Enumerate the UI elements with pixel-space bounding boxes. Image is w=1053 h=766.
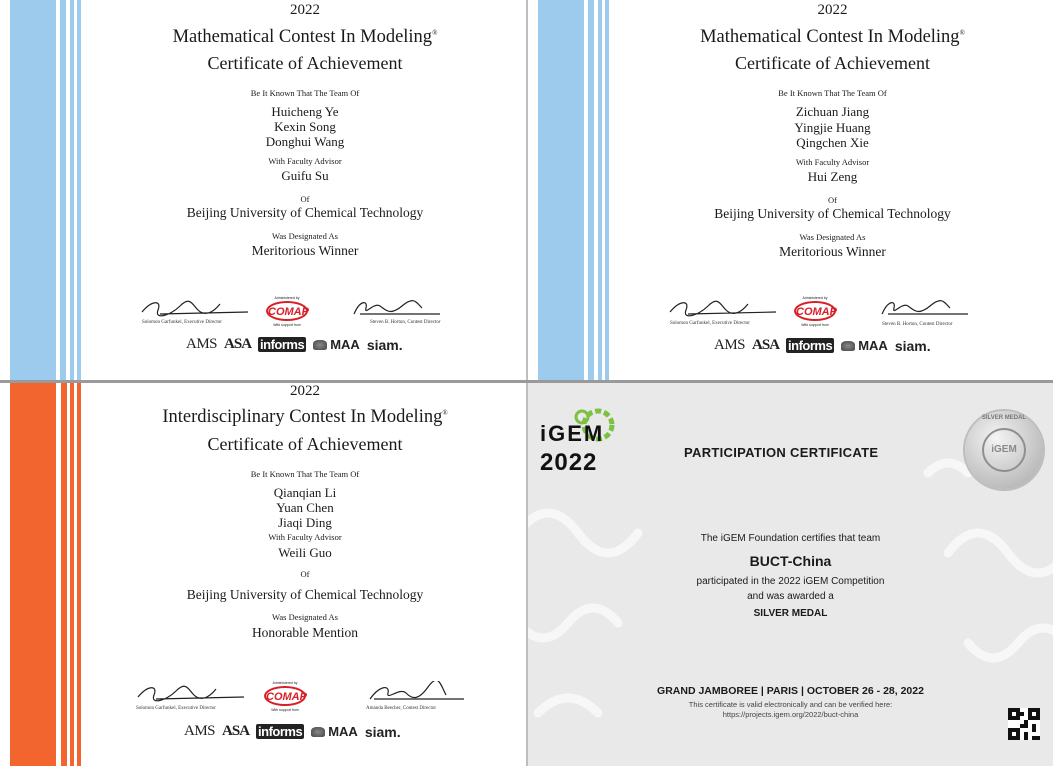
comap-logo: Administered by COMAP With support from (796, 296, 837, 327)
registered-mark: ® (432, 28, 438, 37)
asa-logo: ASA (222, 723, 250, 739)
signature-right-caption: Steven B. Horton, Contest Director (882, 322, 953, 327)
informs-logo: informs (260, 337, 305, 352)
siam-logo: siam. (366, 336, 403, 353)
team-member: Jiaqi Ding (278, 515, 332, 530)
awarded-text: and was awarded a (747, 591, 834, 602)
signature-left (140, 298, 250, 320)
team-member: Huicheng Ye (271, 104, 339, 119)
of-label: Of (300, 194, 310, 204)
siam-logo: siam. (364, 723, 401, 740)
ams-logo: AMS (714, 337, 746, 353)
asa-logo: ASA (752, 337, 780, 353)
validity-note: This certificate is valid electronically and can be verified here: (688, 700, 893, 709)
comap-logo: Administered by COMAP With support from (268, 296, 309, 327)
registered-mark: ® (442, 408, 448, 417)
contest-name: Mathematical Contest In Modeling® (172, 27, 438, 47)
faculty-advisor: Weili Guo (278, 545, 332, 560)
sponsor-logos (184, 723, 401, 740)
registered-mark: ® (959, 28, 965, 37)
university: Beijing University of Chemical Technology (186, 205, 424, 220)
team-member: Yingjie Huang (794, 120, 871, 135)
team-intro: Be It Known That The Team Of (778, 88, 887, 98)
certificate-title: Certificate of Achievement (207, 53, 403, 73)
certificate-year: 2022 (290, 2, 320, 18)
designated-label: Was Designated As (272, 231, 338, 241)
signature-right (366, 681, 466, 705)
certificate-title: Certificate of Achievement (735, 53, 930, 73)
signature-right (350, 298, 442, 320)
icm-certificate (0, 383, 526, 766)
silver-medal-badge: SILVER MEDAL iGEM (965, 411, 1043, 489)
award-title: Meritorious Winner (251, 243, 359, 258)
orange-stripes (0, 383, 84, 766)
certificate-title: Certificate of Achievement (207, 434, 403, 454)
award-title: Meritorious Winner (779, 244, 886, 259)
mcm-certificate-2 (528, 0, 1053, 380)
team-member: Qianqian Li (273, 485, 337, 500)
signature-right (878, 298, 970, 320)
contest-name: Mathematical Contest In Modeling® (700, 27, 965, 47)
blue-stripes (528, 0, 612, 380)
award-level: SILVER MEDAL (753, 608, 828, 619)
signature-left-caption: Solomon Garfunkel, Executive Director (670, 321, 750, 326)
verification-url[interactable]: https://projects.igem.org/2022/buct-china (722, 710, 859, 719)
maa-logo: MAA (311, 724, 358, 739)
signature-left (668, 298, 778, 320)
certifies-text: The iGEM Foundation certifies that team (700, 533, 881, 544)
informs-logo: informs (788, 338, 833, 353)
comap-logo: Administered by COMAP With support from (266, 681, 307, 712)
certificate-year: 2022 (290, 383, 320, 399)
signature-right-caption: Amanda Beecher, Contest Director (366, 706, 437, 711)
university: Beijing University of Chemical Technology (186, 587, 424, 602)
certificate-heading: PARTICIPATION CERTIFICATE (684, 445, 879, 460)
sponsor-logos (714, 337, 931, 354)
signature-left-caption: Solomon Garfunkel, Executive Director (142, 320, 222, 325)
faculty-advisor: Guifu Su (281, 168, 329, 183)
signature-left (136, 683, 246, 705)
team-intro: Be It Known That The Team Of (250, 469, 360, 479)
ams-logo: AMS (184, 723, 216, 739)
team-name: BUCT-China (749, 553, 832, 569)
participation-text: participated in the 2022 iGEM Competition (696, 576, 885, 587)
designated-label: Was Designated As (799, 232, 866, 242)
ams-logo: AMS (186, 336, 218, 352)
faculty-advisor: Hui Zeng (807, 169, 858, 184)
advisor-label: With Faculty Advisor (795, 157, 870, 167)
university: Beijing University of Chemical Technology (714, 206, 951, 221)
advisor-label: With Faculty Advisor (268, 532, 342, 542)
designated-label: Was Designated As (272, 612, 338, 622)
contest-name: Interdisciplinary Contest In Modeling® (162, 407, 448, 427)
certificate-year: 2022 (817, 2, 848, 18)
team-member: Kexin Song (274, 119, 336, 134)
award-title: Honorable Mention (251, 625, 359, 640)
team-member: Yuan Chen (276, 500, 334, 515)
signature-right-caption: Steven B. Horton, Contest Director (370, 320, 441, 325)
signature-left-caption: Solomon Garfunkel, Executive Director (136, 706, 216, 711)
team-member: Qingchen Xie (796, 135, 869, 150)
team-intro: Be It Known That The Team Of (250, 88, 360, 98)
event-details: GRAND JAMBOREE | PARIS | OCTOBER 26 - 28, 2022 (657, 685, 924, 697)
of-label: Of (828, 195, 837, 205)
maa-logo: MAA (313, 337, 360, 352)
asa-logo: ASA (224, 336, 252, 352)
advisor-label: With Faculty Advisor (268, 156, 342, 166)
sponsor-logos (186, 336, 403, 353)
blue-stripes (0, 0, 84, 380)
team-member: Donghui Wang (265, 134, 345, 149)
qr-code-icon[interactable] (1008, 708, 1040, 740)
of-label: Of (300, 569, 310, 579)
team-member: Zichuan Jiang (795, 104, 870, 119)
informs-logo: informs (258, 724, 303, 739)
igem-certificate: iGEM 2022 PARTICIPATION CERTIFICATE SILVER MEDAL iGEM The iGEM Foundation certifies that team BUCT-China participated in the 2022 iGEM Competition and was awarded a SILVER MEDAL GRAND JAMBOREE | PARIS | OCTOBER 26 - 28, 2022 This certificate is valid electronically and can be verified here: https://projects.igem.org/2022/buct-china (528, 383, 1053, 766)
siam-logo: siam. (894, 337, 931, 354)
mcm-certificate-1 (0, 0, 526, 380)
maa-logo: MAA (841, 338, 888, 353)
